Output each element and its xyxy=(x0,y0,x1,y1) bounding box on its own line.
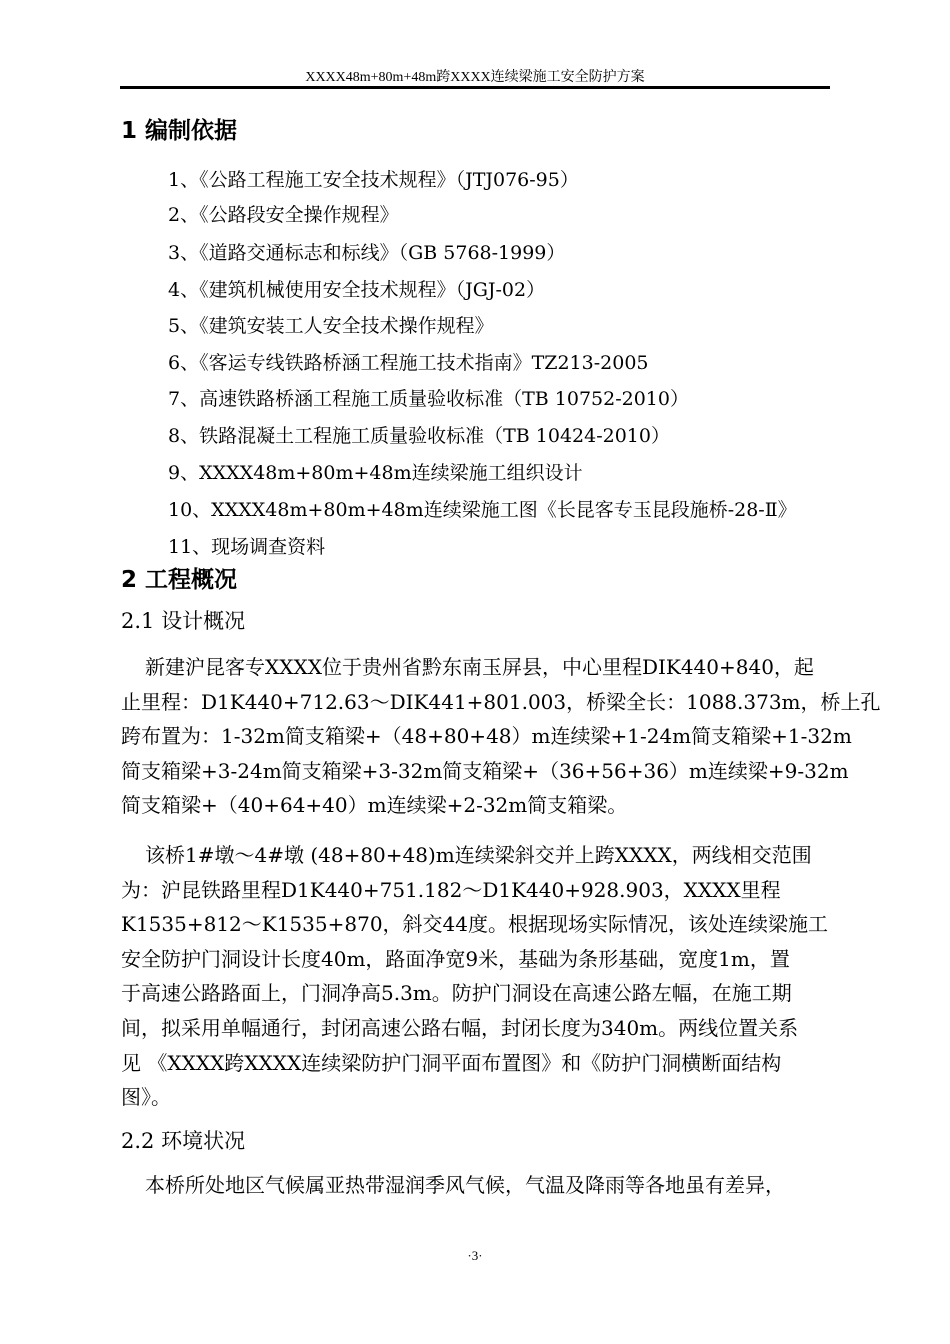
reference-item: 6、《客运专线铁路桥涵工程施工技术指南》TZ213-2005 xyxy=(168,352,649,374)
paragraph-line: 跨布置为：1-32m简支箱梁+（48+80+48）m连续梁+1-24m简支箱梁+1-32m xyxy=(121,724,852,749)
reference-item: 7、高速铁路桥涵工程施工质量验收标准（TB 10752-2010） xyxy=(168,388,689,410)
paragraph-line: 简支箱梁+（40+64+40）m连续梁+2-32m简支箱梁。 xyxy=(121,793,628,818)
reference-item: 10、XXXX48m+80m+48m连续梁施工图《长昆客专玉昆段施桥-28-Ⅱ》 xyxy=(168,499,797,521)
header-title: XXXX48m+80m+48m跨XXXX连续梁施工安全防护方案 xyxy=(305,70,645,85)
paragraph-line: 新建沪昆客专XXXX位于贵州省黔东南玉屏县，中心里程DIK440+840，起 xyxy=(145,655,814,679)
paragraph-line: 于高速公路路面上，门洞净高5.3m。防护门洞设在高速公路左幅，在施工期 xyxy=(121,981,792,1006)
header-rule xyxy=(120,86,830,89)
paragraph-line: 简支箱梁+3-24m简支箱梁+3-32m简支箱梁+（36+56+36）m连续梁+9-32m xyxy=(121,758,849,783)
paragraph-line: 图》。 xyxy=(121,1085,171,1110)
page-number: ·3· xyxy=(467,1248,483,1263)
paragraph-line: 安全防护门洞设计长度40m，路面净宽9米，基础为条形基础，宽度1m，置 xyxy=(121,946,790,971)
section1-heading: 1 编制依据 xyxy=(121,118,238,144)
crossing-paragraph xyxy=(121,838,841,1115)
reference-item: 3、《道路交通标志和标线》（GB 5768-1999） xyxy=(168,242,566,264)
paragraph-line: 止里程：D1K440+712.63～DIK441+801.003，桥梁全长：1088.373m，桥上孔 xyxy=(121,689,881,714)
reference-item: 1、《公路工程施工安全技术规程》（JTJ076-95） xyxy=(168,169,579,191)
reference-item: 9、XXXX48m+80m+48m连续梁施工组织设计 xyxy=(168,462,583,484)
reference-item: 8、铁路混凝土工程施工质量验收标准（TB 10424-2010） xyxy=(168,425,670,447)
reference-item: 5、《建筑安装工人安全技术操作规程》 xyxy=(168,315,494,337)
paragraph-line: 见 《XXXX跨XXXX连续梁防护门洞平面布置图》和《防护门洞横断面结构 xyxy=(121,1050,782,1075)
subsection-heading: 2.2 环境状况 xyxy=(121,1129,246,1153)
paragraph-line: 为：沪昆铁路里程D1K440+751.182～D1K440+928.903，XXXX里程 xyxy=(121,877,781,902)
paragraph-line: 间，拟采用单幅通行，封闭高速公路右幅，封闭长度为340m。两线位置关系 xyxy=(121,1015,799,1040)
reference-item: 4、《建筑机械使用安全技术规程》（JGJ-02） xyxy=(168,279,546,301)
design-overview-paragraph xyxy=(121,650,881,823)
paragraph-line: 本桥所处地区气候属亚热带湿润季风气候，气温及降雨等各地虽有差异， xyxy=(145,1173,785,1197)
environment-paragraph xyxy=(121,1168,841,1203)
reference-item: 11、现场调查资料 xyxy=(168,536,326,558)
section2-heading: 2 工程概况 xyxy=(121,567,238,593)
paragraph-line: K1535+812～K1535+870，斜交44度。根据现场实际情况，该处连续梁施工 xyxy=(121,912,828,937)
subsection-heading: 2.1 设计概况 xyxy=(121,609,246,633)
reference-item: 2、《公路段安全操作规程》 xyxy=(168,204,399,226)
paragraph-line: 该桥1#墩～4#墩 (48+80+48)m连续梁斜交并上跨XXXX，两线相交范围 xyxy=(145,843,812,867)
